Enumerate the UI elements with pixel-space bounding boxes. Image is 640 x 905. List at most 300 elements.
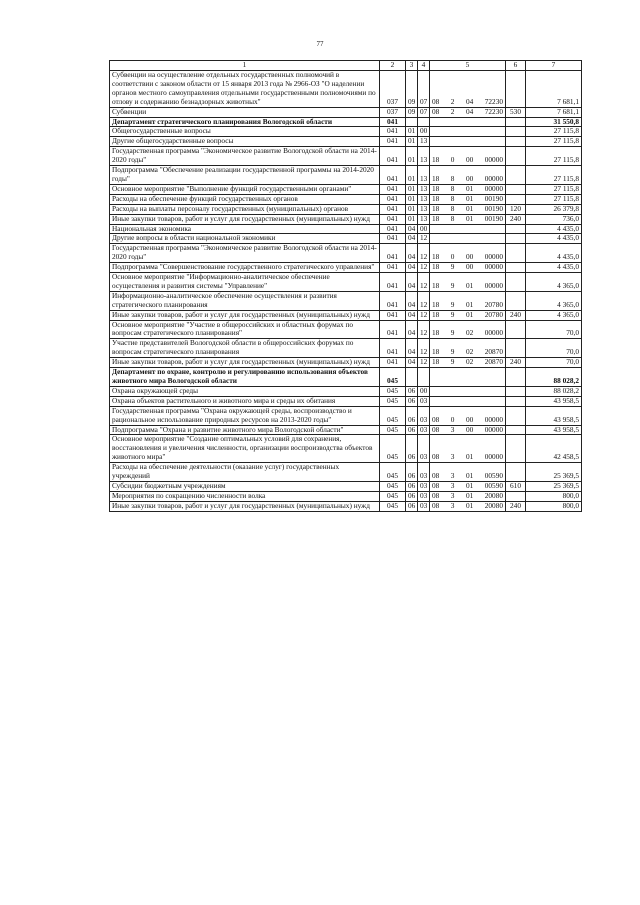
row-code: 041 <box>380 184 406 194</box>
target-article-subprogram: 0 <box>450 414 455 424</box>
target-article-event: 00 <box>465 425 474 434</box>
row-name: Мероприятия по сокращению численности волка <box>110 491 380 501</box>
row-subsection: 13 <box>418 214 430 224</box>
row-target-article <box>430 71 506 108</box>
target-article-program: 18 <box>432 214 440 223</box>
row-expense-type: 240 <box>506 310 526 320</box>
target-article-parts <box>432 253 503 262</box>
row-name: Расходы на выплаты персоналу государственных (муниципальных) органов <box>110 204 380 214</box>
target-article-direction: 20080 <box>484 491 503 500</box>
row-code: 041 <box>380 320 406 339</box>
target-article-parts <box>432 108 503 117</box>
target-article-subprogram: 9 <box>450 357 455 367</box>
row-expense-type <box>506 386 526 396</box>
row-code: 045 <box>380 425 406 435</box>
row-name: Государственная программа "Экономическое развитие Вологодской области на 2014-2020 годы" <box>110 244 380 263</box>
row-section: 04 <box>406 273 418 292</box>
target-article-program: 18 <box>432 252 440 262</box>
row-target-article <box>430 491 506 501</box>
target-article-subprogram: 8 <box>450 173 455 183</box>
row-expense-type: 240 <box>506 214 526 224</box>
row-subsection <box>418 117 430 127</box>
row-expense-type <box>506 435 526 463</box>
target-article-direction: 00000 <box>484 173 503 183</box>
row-expense-type: 610 <box>506 481 526 491</box>
row-expense-type <box>506 339 526 358</box>
row-amount: 25 369,5 <box>526 463 582 482</box>
row-subsection: 13 <box>418 137 430 147</box>
row-expense-type <box>506 244 526 263</box>
target-article-direction: 00000 <box>484 452 503 462</box>
row-target-article <box>430 214 506 224</box>
table-row <box>110 273 582 292</box>
row-amount: 27 115,8 <box>526 137 582 147</box>
row-subsection: 07 <box>418 107 430 117</box>
row-section: 06 <box>406 481 418 491</box>
row-name: Основное мероприятие "Выполнение функций государственными органами" <box>110 184 380 194</box>
target-article-direction: 00190 <box>484 204 503 213</box>
target-article-subprogram: 2 <box>450 96 455 106</box>
row-amount: 4 365,0 <box>526 291 582 310</box>
table-row <box>110 339 582 358</box>
target-article-direction: 00000 <box>484 262 503 272</box>
target-article-subprogram: 3 <box>450 452 455 462</box>
target-article-parts <box>432 195 503 204</box>
table-row <box>110 396 582 406</box>
row-subsection: 12 <box>418 339 430 358</box>
row-section: 04 <box>406 320 418 339</box>
target-article-event: 02 <box>465 357 474 367</box>
row-subsection: 12 <box>418 291 430 310</box>
row-name: Расходы на обеспечение функций государственных органов <box>110 194 380 204</box>
target-article-subprogram: 8 <box>450 184 455 193</box>
row-section: 01 <box>406 204 418 214</box>
row-section: 01 <box>406 214 418 224</box>
row-subsection: 12 <box>418 273 430 292</box>
row-name: Подпрограмма "Обеспечение реализации государственной программы на 2014-2020 годы" <box>110 166 380 185</box>
row-target-article <box>430 481 506 491</box>
target-article-subprogram: 0 <box>450 252 455 262</box>
row-target-article <box>430 147 506 166</box>
table-row <box>110 263 582 273</box>
row-subsection: 12 <box>418 320 430 339</box>
target-article-parts <box>432 263 503 272</box>
target-article-parts <box>432 156 503 165</box>
row-target-article <box>430 127 506 137</box>
table-row <box>110 234 582 244</box>
row-target-article <box>430 339 506 358</box>
table-row <box>110 127 582 137</box>
row-section: 06 <box>406 463 418 482</box>
row-name: Иные закупки товаров, работ и услуг для государственных (муниципальных) нужд <box>110 310 380 320</box>
budget-table <box>109 60 582 512</box>
header-col-7: 7 <box>526 61 582 71</box>
row-section: 06 <box>406 396 418 406</box>
target-article-program: 08 <box>432 107 440 116</box>
row-code: 041 <box>380 339 406 358</box>
target-article-direction: 20780 <box>484 310 503 319</box>
target-article-parts <box>432 472 503 481</box>
table-row <box>110 244 582 263</box>
row-section: 04 <box>406 291 418 310</box>
target-article-subprogram: 3 <box>450 425 455 434</box>
header-col-2: 2 <box>380 61 406 71</box>
target-article-direction: 00590 <box>484 481 503 490</box>
header-col-5: 5 <box>430 61 506 71</box>
row-subsection: 13 <box>418 147 430 166</box>
row-amount: 4 365,0 <box>526 273 582 292</box>
row-code: 041 <box>380 137 406 147</box>
row-section: 06 <box>406 406 418 425</box>
table-row <box>110 137 582 147</box>
target-article-event: 04 <box>465 96 474 106</box>
target-article-direction: 00000 <box>484 425 503 434</box>
target-article-direction: 00190 <box>484 214 503 223</box>
target-article-event: 01 <box>465 481 474 490</box>
row-expense-type <box>506 166 526 185</box>
row-amount: 70,0 <box>526 339 582 358</box>
header-col-3: 3 <box>406 61 418 71</box>
target-article-event: 01 <box>465 471 474 481</box>
target-article-event: 00 <box>465 262 474 272</box>
row-target-article <box>430 107 506 117</box>
target-article-program: 08 <box>432 425 440 434</box>
row-amount: 4 435,0 <box>526 234 582 244</box>
table-row <box>110 491 582 501</box>
target-article-program: 18 <box>432 328 440 338</box>
target-article-subprogram: 8 <box>450 214 455 223</box>
table-row <box>110 184 582 194</box>
row-section: 04 <box>406 224 418 234</box>
row-amount: 736,0 <box>526 214 582 224</box>
row-section: 06 <box>406 386 418 396</box>
table-row <box>110 214 582 224</box>
row-subsection: 00 <box>418 386 430 396</box>
row-section: 04 <box>406 339 418 358</box>
target-article-event: 01 <box>465 194 474 203</box>
row-section: 01 <box>406 137 418 147</box>
table-row <box>110 71 582 108</box>
target-article-direction: 00000 <box>484 252 503 262</box>
row-name: Иные закупки товаров, работ и услуг для государственных (муниципальных) нужд <box>110 214 380 224</box>
row-expense-type <box>506 147 526 166</box>
row-section: 06 <box>406 491 418 501</box>
table-row <box>110 320 582 339</box>
row-amount: 4 365,0 <box>526 310 582 320</box>
row-expense-type <box>506 291 526 310</box>
target-article-event: 01 <box>465 184 474 193</box>
row-name: Информационно-аналитическое обеспечение осуществления и развития стратегического планирования <box>110 291 380 310</box>
row-target-article <box>430 501 506 511</box>
row-name: Охрана объектов растительного и животного мира и среды их обитания <box>110 396 380 406</box>
target-article-direction: 00190 <box>484 194 503 203</box>
target-article-program: 08 <box>432 491 440 500</box>
row-section: 01 <box>406 166 418 185</box>
target-article-direction: 00000 <box>484 280 503 290</box>
table-row <box>110 224 582 234</box>
row-subsection: 03 <box>418 396 430 406</box>
target-article-event: 01 <box>465 204 474 213</box>
row-code: 041 <box>380 127 406 137</box>
row-amount: 27 115,8 <box>526 127 582 137</box>
target-article-parts <box>432 426 503 435</box>
row-code: 037 <box>380 107 406 117</box>
row-code: 041 <box>380 244 406 263</box>
target-article-parts <box>432 348 503 357</box>
target-article-program: 08 <box>432 96 440 106</box>
target-article-event: 01 <box>465 299 474 309</box>
row-section: 06 <box>406 425 418 435</box>
row-section: 06 <box>406 435 418 463</box>
target-article-direction: 20780 <box>484 299 503 309</box>
target-article-subprogram: 9 <box>450 347 455 357</box>
row-expense-type <box>506 194 526 204</box>
row-section: 09 <box>406 71 418 108</box>
row-target-article <box>430 310 506 320</box>
target-article-subprogram: 8 <box>450 194 455 203</box>
row-subsection: 07 <box>418 71 430 108</box>
row-section: 01 <box>406 147 418 166</box>
row-name: Основное мероприятие "Информационно-аналитическое обеспечение осуществления и развития системы "Управление" <box>110 273 380 292</box>
target-article-program: 08 <box>432 452 440 462</box>
target-article-program: 18 <box>432 204 440 213</box>
row-expense-type <box>506 368 526 387</box>
row-target-article <box>430 320 506 339</box>
table-row <box>110 368 582 387</box>
row-subsection: 12 <box>418 263 430 273</box>
row-expense-type <box>506 117 526 127</box>
target-article-parts <box>432 358 503 367</box>
table-row <box>110 166 582 185</box>
row-amount: 800,0 <box>526 491 582 501</box>
row-target-article <box>430 234 506 244</box>
row-target-article <box>430 425 506 435</box>
table-row <box>110 310 582 320</box>
row-amount: 70,0 <box>526 320 582 339</box>
table-row <box>110 386 582 396</box>
row-subsection: 12 <box>418 358 430 368</box>
row-name: Расходы на обеспечение деятельности (оказание услуг) государственных учреждений <box>110 463 380 482</box>
row-section <box>406 117 418 127</box>
row-code: 045 <box>380 406 406 425</box>
row-target-article <box>430 137 506 147</box>
row-amount: 88 028,2 <box>526 368 582 387</box>
target-article-parts <box>432 301 503 310</box>
row-code: 045 <box>380 386 406 396</box>
row-amount: 27 115,8 <box>526 184 582 194</box>
target-article-event: 02 <box>465 328 474 338</box>
row-name: Другие вопросы в области национальной экономики <box>110 234 380 244</box>
row-code: 045 <box>380 396 406 406</box>
row-name: Подпрограмма "Охрана и развитие животного мира Вологодской области" <box>110 425 380 435</box>
target-article-direction: 00000 <box>484 414 503 424</box>
target-article-program: 18 <box>432 262 440 272</box>
target-article-parts <box>432 416 503 425</box>
row-subsection: 12 <box>418 244 430 263</box>
row-name: Государственная программа "Охрана окружающей среды, воспроизводство и рациональное использование природных ресурсов на 2013-2020 годы" <box>110 406 380 425</box>
row-code: 041 <box>380 224 406 234</box>
target-article-program: 18 <box>432 155 440 165</box>
row-code: 041 <box>380 358 406 368</box>
target-article-event: 01 <box>465 310 474 319</box>
row-target-article <box>430 386 506 396</box>
row-subsection <box>418 368 430 387</box>
row-code: 041 <box>380 263 406 273</box>
row-subsection: 13 <box>418 204 430 214</box>
row-name: Департамент по охране, контролю и регулированию использования объектов животного мира Вологодской области <box>110 368 380 387</box>
row-amount: 27 115,8 <box>526 147 582 166</box>
row-name: Основное мероприятие "Участие в общероссийских и областных форумах по вопросам стратегического планирования" <box>110 320 380 339</box>
target-article-subprogram: 3 <box>450 491 455 500</box>
row-amount: 4 435,0 <box>526 263 582 273</box>
row-code: 045 <box>380 368 406 387</box>
row-amount: 7 681,1 <box>526 71 582 108</box>
row-code: 041 <box>380 273 406 292</box>
row-amount: 88 028,2 <box>526 386 582 396</box>
target-article-event: 01 <box>465 214 474 223</box>
row-name: Участие представителей Вологодской области в общероссийских форумах по вопросам стратегического планирования <box>110 339 380 358</box>
row-expense-type: 530 <box>506 107 526 117</box>
row-code: 045 <box>380 491 406 501</box>
row-subsection: 00 <box>418 224 430 234</box>
row-expense-type: 240 <box>506 358 526 368</box>
target-article-direction: 00000 <box>484 328 503 338</box>
row-code: 041 <box>380 166 406 185</box>
row-name: Общегосударственные вопросы <box>110 127 380 137</box>
table-row <box>110 406 582 425</box>
row-code: 041 <box>380 310 406 320</box>
row-amount: 43 958,5 <box>526 396 582 406</box>
table-row <box>110 117 582 127</box>
row-amount: 27 115,8 <box>526 194 582 204</box>
row-code: 041 <box>380 147 406 166</box>
row-section: 04 <box>406 263 418 273</box>
row-amount: 31 550,8 <box>526 117 582 127</box>
row-section: 09 <box>406 107 418 117</box>
row-subsection: 13 <box>418 166 430 185</box>
header-row <box>110 61 582 71</box>
row-expense-type <box>506 396 526 406</box>
row-code: 041 <box>380 214 406 224</box>
header-col-1: 1 <box>110 61 380 71</box>
row-section <box>406 368 418 387</box>
row-amount: 70,0 <box>526 358 582 368</box>
row-code: 045 <box>380 501 406 511</box>
table-row <box>110 147 582 166</box>
row-section: 04 <box>406 244 418 263</box>
row-section: 04 <box>406 310 418 320</box>
target-article-parts <box>432 492 503 501</box>
row-subsection: 03 <box>418 425 430 435</box>
row-expense-type <box>506 273 526 292</box>
row-expense-type <box>506 320 526 339</box>
row-name: Субвенции на осуществление отдельных государственных полномочий в соответствии с законом области от 15 января 2013 года № 2966-ОЗ "О наделении органов местного самоуправления отдельными государственными полномочиями по отлову и содержанию безнадзорных животных" <box>110 71 380 108</box>
target-article-subprogram: 9 <box>450 280 455 290</box>
row-name: Департамент стратегического планирования Вологодской области <box>110 117 380 127</box>
target-article-direction: 00590 <box>484 471 503 481</box>
row-expense-type <box>506 491 526 501</box>
target-article-event: 04 <box>465 107 474 116</box>
row-amount: 26 379,8 <box>526 204 582 214</box>
table-row <box>110 481 582 491</box>
row-section: 04 <box>406 358 418 368</box>
target-article-program: 08 <box>432 481 440 490</box>
target-article-program: 08 <box>432 501 440 510</box>
row-name: Субвенции <box>110 107 380 117</box>
row-section: 06 <box>406 501 418 511</box>
row-subsection: 13 <box>418 194 430 204</box>
target-article-event: 01 <box>465 501 474 510</box>
row-expense-type: 240 <box>506 501 526 511</box>
row-amount: 43 958,5 <box>526 406 582 425</box>
row-amount: 42 458,5 <box>526 435 582 463</box>
header-col-4: 4 <box>418 61 430 71</box>
row-expense-type <box>506 406 526 425</box>
row-name: Иные закупки товаров, работ и услуг для государственных (муниципальных) нужд <box>110 358 380 368</box>
row-target-article <box>430 166 506 185</box>
table-row <box>110 107 582 117</box>
row-amount: 4 435,0 <box>526 224 582 234</box>
row-amount: 27 115,8 <box>526 166 582 185</box>
target-article-program: 18 <box>432 280 440 290</box>
target-article-parts <box>432 175 503 184</box>
row-name: Иные закупки товаров, работ и услуг для государственных (муниципальных) нужд <box>110 501 380 511</box>
row-subsection: 03 <box>418 435 430 463</box>
row-target-article <box>430 435 506 463</box>
row-target-article <box>430 358 506 368</box>
target-article-subprogram: 8 <box>450 204 455 213</box>
target-article-event: 00 <box>465 252 474 262</box>
row-code: 041 <box>380 204 406 214</box>
row-name: Подпрограмма "Совершенствование государственного стратегического управления" <box>110 263 380 273</box>
row-subsection: 13 <box>418 184 430 194</box>
target-article-direction: 72230 <box>484 107 503 116</box>
target-article-subprogram: 2 <box>450 107 455 116</box>
target-article-parts <box>432 329 503 338</box>
target-article-parts <box>432 98 503 107</box>
row-expense-type <box>506 137 526 147</box>
row-subsection: 03 <box>418 481 430 491</box>
row-target-article <box>430 291 506 310</box>
row-code: 045 <box>380 463 406 482</box>
row-target-article <box>430 204 506 214</box>
target-article-program: 18 <box>432 347 440 357</box>
target-article-event: 00 <box>465 173 474 183</box>
target-article-program: 18 <box>432 173 440 183</box>
row-name: Национальная экономика <box>110 224 380 234</box>
row-section: 01 <box>406 127 418 137</box>
row-expense-type <box>506 234 526 244</box>
target-article-program: 08 <box>432 471 440 481</box>
row-name: Другие общегосударственные вопросы <box>110 137 380 147</box>
target-article-parts <box>432 482 503 491</box>
table-row <box>110 463 582 482</box>
row-target-article <box>430 184 506 194</box>
target-article-program: 08 <box>432 414 440 424</box>
row-subsection: 12 <box>418 234 430 244</box>
row-code: 045 <box>380 435 406 463</box>
row-target-article <box>430 224 506 234</box>
row-name: Основное мероприятие "Создание оптимальных условий для сохранения, восстановления и увеличения численности, организации воспроизводства объектов животного мира" <box>110 435 380 463</box>
row-expense-type <box>506 71 526 108</box>
row-expense-type <box>506 263 526 273</box>
target-article-parts <box>432 502 503 511</box>
row-code: 041 <box>380 291 406 310</box>
row-code: 045 <box>380 481 406 491</box>
target-article-direction: 72230 <box>484 96 503 106</box>
table-row <box>110 194 582 204</box>
row-target-article <box>430 263 506 273</box>
